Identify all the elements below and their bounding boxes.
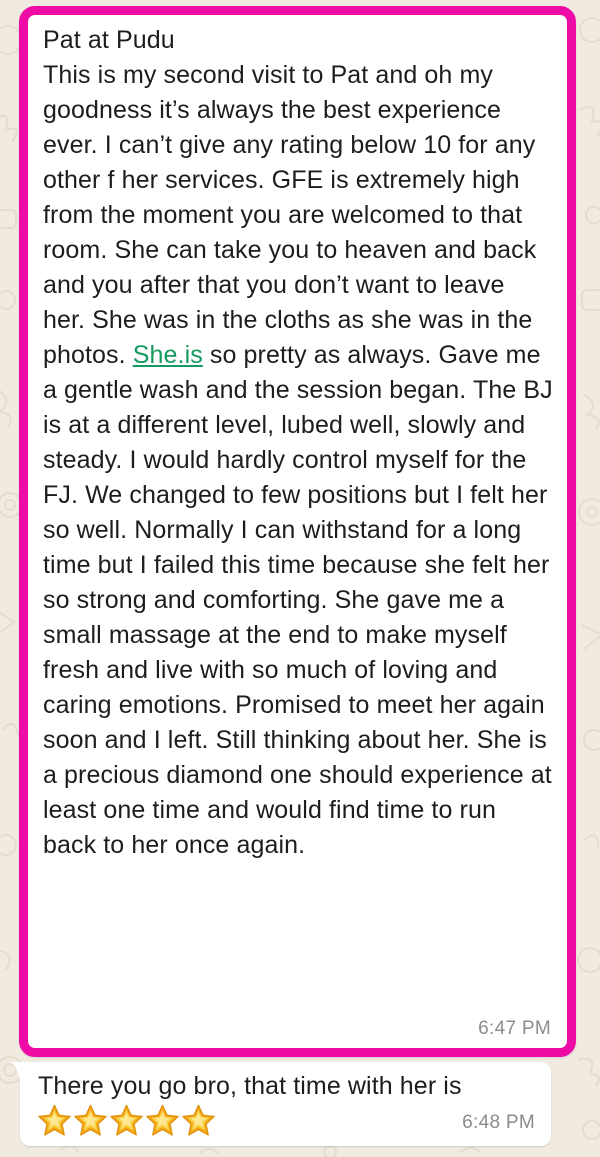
bubble-tail: [10, 1062, 21, 1079]
message-bubble-review[interactable]: [28, 15, 567, 1039]
star-icon: [110, 1104, 143, 1137]
reply-timestamp: 6:48 PM: [462, 1112, 535, 1133]
review-title-line: Pat at Pudu: [43, 26, 175, 54]
star-icon: [182, 1104, 215, 1137]
star-rating: [38, 1104, 215, 1137]
she-is-link[interactable]: She.is: [132, 341, 203, 369]
review-body-before-link: This is my second visit to Pat and oh my goodness it’s always the best experience ever. I can’t give any rating below 10 for any other f her services. GFE is extremely high from the moment you are welcomed to that room. She can take you to heaven and back and you after that you don’t want to leave her. She was in the cloths as she was in the photos.: [43, 61, 537, 369]
star-icon: [74, 1104, 107, 1137]
highlight-annotation-box: [19, 6, 576, 1057]
review-timestamp: 6:47 PM: [478, 1018, 551, 1039]
review-message-text: [28, 15, 567, 863]
reply-text: There you go bro, that time with her is: [38, 1072, 462, 1100]
message-bubble-reply[interactable]: [20, 1062, 551, 1146]
review-body-after-link: so pretty as always. Gave me a gentle wash and the session began. The BJ is at a different level, lubed well, slowly and steady. I would hardly control myself for the FJ. We changed to few positions but I felt her so well. Normally I can withstand for a long time but I failed this time because she felt her so strong and comforting. She gave me a small massage at the end to make myself fresh and live with so much of loving and caring emotions. Promised to meet her again soon and I left. Still thinking about her. She is a precious diamond one should experience at least one time and would find time to run back to her once again.: [43, 341, 553, 859]
star-icon: [38, 1104, 71, 1137]
reply-bottom-row: [38, 1104, 535, 1137]
star-icon: [146, 1104, 179, 1137]
